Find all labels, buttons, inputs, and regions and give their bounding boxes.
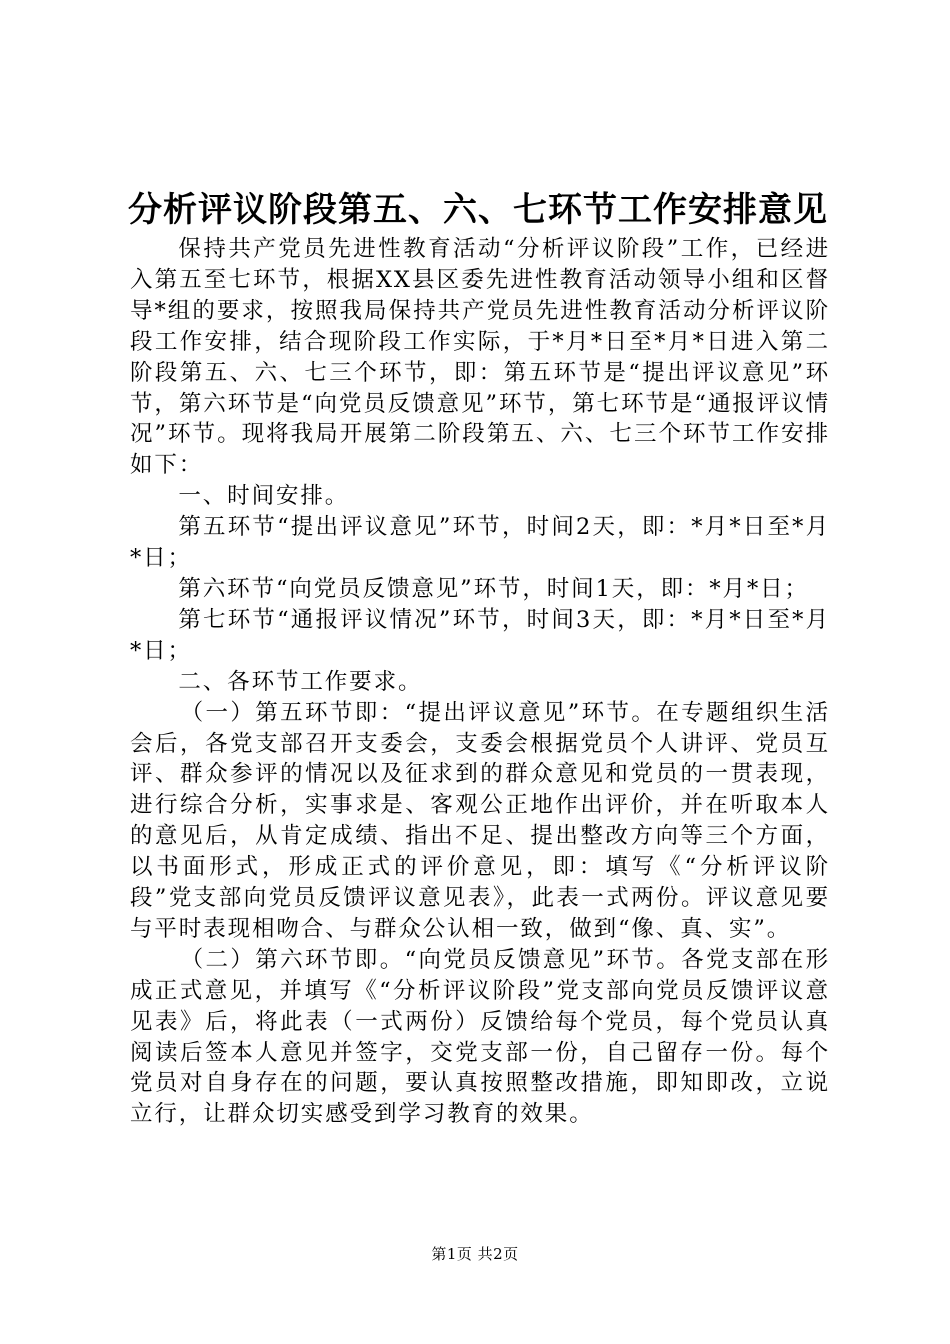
section-heading-schedule: 一、时间安排。 [178,483,350,510]
schedule-item-step-six: 第六环节“向党员反馈意见”环节，时间1天，即：*月*日； [178,575,809,602]
intro-paragraph: 保持共产党员先进性教育活动“分析评议阶段”工作，已经进入第五至七环节，根据XX县区委先进性教育活动领导小组和区督导*组的要求，按照我局保持共产党员先进性教育活动分析评议阶段工作安排，结合现阶段工作实际，于*月*日至*月*日进入第二阶段第五、六、七三个环节，即：第五环节是“提出评议意见”环节，第六环节是“向党员反馈意见”环节，第七环节是“通报评议情况”环节。现将我局开展第二阶段第五、六、七三个环节工作安排如下： [130,236,830,479]
schedule-item-step-five: 第五环节“提出评议意见”环节，时间2天，即：*月*日至*月*日； [130,514,830,572]
schedule-item-step-seven: 第七环节“通报评议情况”环节，时间3天，即：*月*日至*月*日； [130,606,830,664]
section-heading-requirements: 二、各环节工作要求。 [178,668,423,695]
requirement-step-six: （二）第六环节即。“向党员反馈意见”环节。各党支部在形成正式意见，并填写《“分析评议阶段”党支部向党员反馈评议意见表》后，将此表（一式两份）反馈给每个党员，每个党员认真阅读后签本人意见并签字，交党支部一份，自己留存一份。每个党员对自身存在的问题，要认真按照整改措施，即知即改，立说立行，让群众切实感受到学习教育的效果。 [130,946,830,1128]
document-body [130,234,830,1130]
page-number-footer: 第1页 共2页 [431,1245,519,1263]
requirement-step-five: （一）第五环节即：“提出评议意见”环节。在专题组织生活会后，各党支部召开支委会，支委会根据党员个人讲评、党员互评、群众参评的情况以及征求到的群众意见和党员的一贯表现，进行综合分析，实事求是、客观公正地作出评价，并在听取本人的意见后，从肯定成绩、指出不足、提出整改方向等三个方面，以书面形式，形成正式的评价意见，即：填写《“分析评议阶段”党支部向党员反馈评议意见表》，此表一式两份。评议意见要与平时表现相吻合、与群众公认相一致，做到“像、真、实”。 [130,699,830,942]
document-title: 分析评议阶段第五、六、七环节工作安排意见 [128,190,828,230]
